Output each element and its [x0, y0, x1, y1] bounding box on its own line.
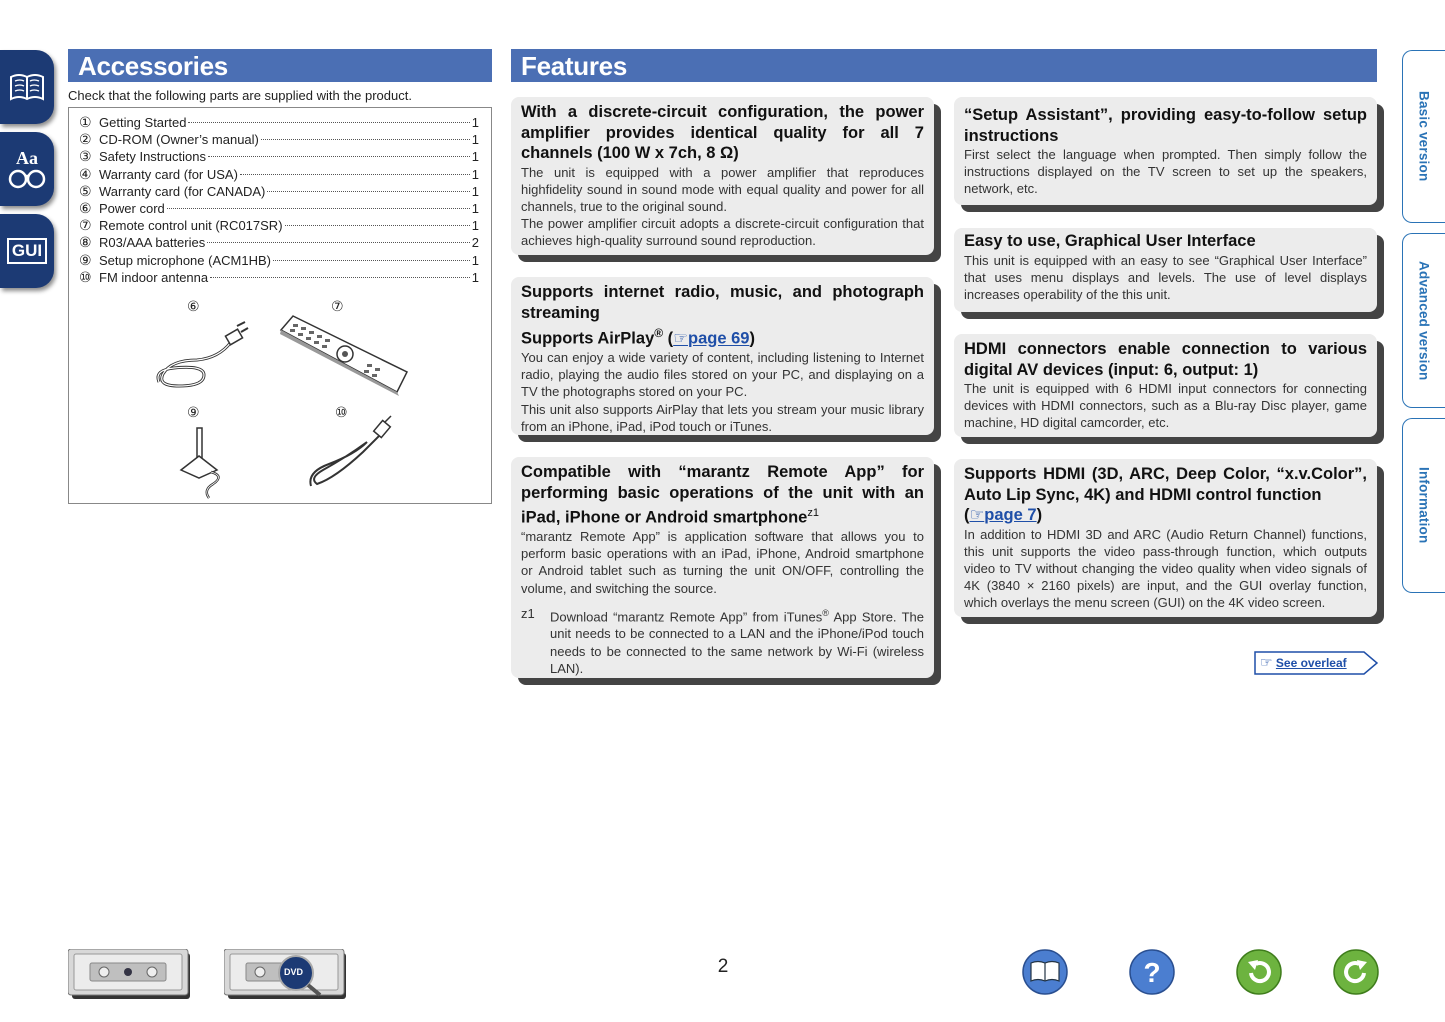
feature-streaming	[511, 277, 934, 435]
item-label: Getting Started	[99, 115, 187, 130]
item-label: Warranty card (for USA)	[99, 166, 238, 182]
feature-text: The unit is equipped with a power amplifier that reproduces highfidelity sound in sound mode with equal quality and power for all channels, true to the original sound.	[521, 164, 924, 214]
feature-text: You can enjoy a wide variety of content, including listening to Internet radio, playing the audio files stored on your PC, and displaying on a TV the photographs stored on your PC.	[521, 350, 924, 400]
list-item	[79, 166, 479, 183]
dvd-label: DVD	[284, 967, 304, 977]
paren-close: )	[1036, 506, 1043, 524]
page-7-link-text: page 7	[984, 506, 1037, 524]
item-number: ⑩	[79, 268, 92, 285]
feature-text: The unit is equipped with 6 HDMI input connectors for connecting devices with HDMI connectors, such as a Blu-ray Disc player, game machine, HD digital camcorder, etc.	[964, 381, 1367, 431]
back-arrow-icon	[1236, 949, 1282, 995]
item-qty: 1	[471, 183, 479, 199]
forward-button[interactable]	[1333, 949, 1379, 1000]
accessories-box	[68, 107, 492, 504]
footnote-mark: z1	[521, 605, 535, 621]
feature-text: This unit also supports AirPlay that lets you stream your music library from an iPhone, iPad, iPod touch or iTunes.	[521, 401, 924, 434]
feature-gui	[954, 228, 1377, 312]
accessories-list	[79, 114, 479, 286]
svg-text:?: ?	[1143, 957, 1161, 988]
paren-close: )	[749, 329, 755, 348]
setup-microphone-image	[173, 426, 229, 500]
item-qty: 1	[471, 132, 479, 148]
item-number: ⑨	[79, 251, 92, 268]
figure-label-power-cord: ⑥	[187, 298, 200, 314]
footnote-ref: z1	[807, 507, 819, 519]
forward-arrow-icon	[1333, 949, 1379, 995]
item-qty: 1	[471, 218, 479, 234]
item-number: ③	[79, 148, 92, 165]
feature-heading: Supports HDMI (3D, ARC, Deep Color, “x.v.Color”, Auto Lip Sync, 4K) and HDMI control function	[964, 465, 1367, 504]
feature-heading: HDMI connectors enable connection to various digital AV devices (input: 6, output: 1)	[964, 340, 1367, 379]
feature-setup-assistant	[954, 97, 1377, 205]
list-item	[79, 252, 479, 269]
feature-text: In addition to HDMI 3D and ARC (Audio Return Channel) functions, this unit supports the video pass-through function, which outputs video to TV without changing the video quality when video signals of 4K (3840 × 2160 pixels) are input, and the GUI overlay function, which overlays the menu screen (GUI) on the 4K video screen.	[964, 526, 1367, 611]
hand-pointer-icon: ☞	[1260, 654, 1273, 670]
footnote	[521, 605, 924, 677]
page-number: 2	[717, 956, 729, 977]
feature-text: This unit is equipped with an easy to see “Graphical User Interface” that uses menu displays and levels. The use of level displays increases operability of the this unit.	[964, 252, 1367, 302]
back-button[interactable]	[1236, 949, 1282, 1000]
see-overleaf-button[interactable]	[1254, 651, 1378, 675]
page-69-link-text: page 69	[687, 329, 750, 348]
accessories-header	[68, 49, 492, 82]
feature-heading-airplay	[521, 323, 924, 349]
item-label: Remote control unit (RC017SR)	[99, 218, 283, 234]
item-label: Warranty card (for CANADA)	[99, 183, 266, 199]
power-cord-image	[149, 320, 249, 392]
feature-power-amplifier	[511, 97, 934, 255]
item-number: ②	[79, 131, 92, 148]
help-button[interactable]	[1129, 949, 1175, 1000]
item-label: Safety Instructions	[99, 149, 206, 165]
airplay-text: Supports AirPlay	[521, 329, 655, 348]
item-qty: 1	[471, 269, 479, 285]
item-number: ⑦	[79, 217, 92, 234]
tab-advanced-version-label: Advanced version	[1416, 260, 1432, 381]
front-panel-icon	[68, 949, 194, 1003]
accessories-intro: Check that the following parts are supplied with the product.	[68, 88, 412, 103]
feature-text: The power amplifier circuit adopts a discrete-circuit configuration that achieves high-quality surround sound reproduction.	[521, 216, 924, 249]
feature-heading: Supports internet radio, music, and photograph streaming	[521, 283, 924, 322]
registered-mark: ®	[822, 607, 829, 618]
tab-information[interactable]	[1402, 418, 1445, 593]
feature-hdmi-support	[954, 459, 1377, 617]
feature-remote-app	[511, 457, 934, 678]
hand-pointer-icon: ☞	[969, 506, 985, 524]
feature-heading: Easy to use, Graphical User Interface	[964, 232, 1256, 250]
list-item	[79, 269, 479, 286]
rear-panel-button[interactable]	[224, 949, 350, 1008]
figure-label-microphone: ⑨	[187, 404, 200, 420]
aa-label: Aa	[16, 148, 38, 168]
item-label: Setup microphone (ACM1HB)	[99, 252, 271, 268]
index-tab[interactable]	[0, 132, 54, 206]
gui-icon	[7, 238, 47, 264]
item-number: ⑧	[79, 234, 92, 251]
list-item	[79, 148, 479, 165]
tab-basic-version-label: Basic version	[1416, 91, 1432, 182]
item-label: Power cord	[99, 200, 165, 216]
list-item	[79, 217, 479, 234]
feature-heading-link	[964, 505, 1367, 526]
item-qty: 1	[471, 166, 479, 182]
features-header	[511, 49, 1377, 82]
feature-heading-text: Compatible with “marantz Remote App” for performing basic operations of the unit with an iPad, iPhone or Android smartphone	[521, 463, 924, 527]
figure-label-antenna: ⑩	[335, 404, 348, 420]
paren-open: (	[663, 329, 674, 348]
item-label: R03/AAA batteries	[99, 235, 206, 251]
features-title: Features	[521, 51, 627, 81]
footnote-text-post: App Store. The unit needs to be connected to a LAN and the iPhone/iPod touch needs to be connected to the same network by Wi-Fi (wireless LAN).	[550, 609, 924, 676]
list-item	[79, 131, 479, 148]
feature-heading	[521, 462, 924, 528]
gui-label: GUI	[11, 241, 43, 260]
item-qty: 1	[471, 200, 479, 216]
list-item	[79, 234, 479, 251]
feature-text: First select the language when prompted. Then simply follow the instructions displayed on the TV screen to set up the speakers, network, etc.	[964, 147, 1367, 197]
item-number: ①	[79, 114, 92, 130]
tab-advanced-version[interactable]	[1402, 233, 1445, 408]
question-icon	[1129, 949, 1175, 995]
list-item	[79, 200, 479, 217]
page-7-link[interactable]	[970, 506, 1037, 524]
figure-label-remote: ⑦	[331, 298, 344, 314]
feature-text: “marantz Remote App” is application software that allows you to perform basic operations with an iPad, iPhone, Android smartphone or Android tablet such as turning the unit ON/OFF, controlling the volume, and switching the source.	[521, 529, 924, 596]
front-panel-button[interactable]	[68, 949, 194, 1008]
item-number: ⑤	[79, 182, 92, 199]
book-icon	[1022, 949, 1068, 995]
feature-heading: “Setup Assistant”, providing easy-to-follow setup instructions	[964, 106, 1367, 145]
remote-control-image	[277, 312, 409, 396]
item-label: FM indoor antenna	[99, 269, 209, 285]
item-qty: 2	[471, 235, 479, 251]
feature-hdmi-connectors	[954, 334, 1377, 437]
feature-heading: With a discrete-circuit configuration, the power amplifier provides identical quality for all 7 channels (100 W x 7ch, 8 Ω)	[521, 103, 924, 162]
footnote-text-pre: Download “marantz Remote App” from iTunes	[550, 609, 823, 625]
item-number: ⑥	[79, 199, 92, 216]
item-qty: 1	[471, 149, 479, 165]
tab-basic-version[interactable]	[1402, 50, 1445, 223]
item-label: CD-ROM (Owner’s manual)	[99, 132, 259, 148]
see-overleaf-label: See overleaf	[1275, 656, 1347, 670]
tab-information-label: Information	[1416, 467, 1432, 544]
glasses-icon	[8, 149, 46, 189]
registered-mark: ®	[654, 326, 664, 340]
contents-tab[interactable]	[0, 50, 54, 124]
paren-open: (	[964, 506, 970, 524]
page-69-link[interactable]	[673, 330, 749, 348]
list-item	[79, 183, 479, 200]
contents-button[interactable]	[1022, 949, 1068, 1000]
item-qty: 1	[471, 115, 479, 130]
accessories-title: Accessories	[78, 51, 228, 81]
hand-pointer-icon: ☞	[673, 329, 688, 348]
gui-tab[interactable]	[0, 214, 54, 288]
item-qty: 1	[471, 252, 479, 268]
fm-antenna-image	[305, 414, 395, 492]
book-icon	[7, 69, 47, 105]
item-number: ④	[79, 165, 92, 182]
list-item	[79, 114, 479, 131]
footnote-text	[550, 605, 924, 677]
